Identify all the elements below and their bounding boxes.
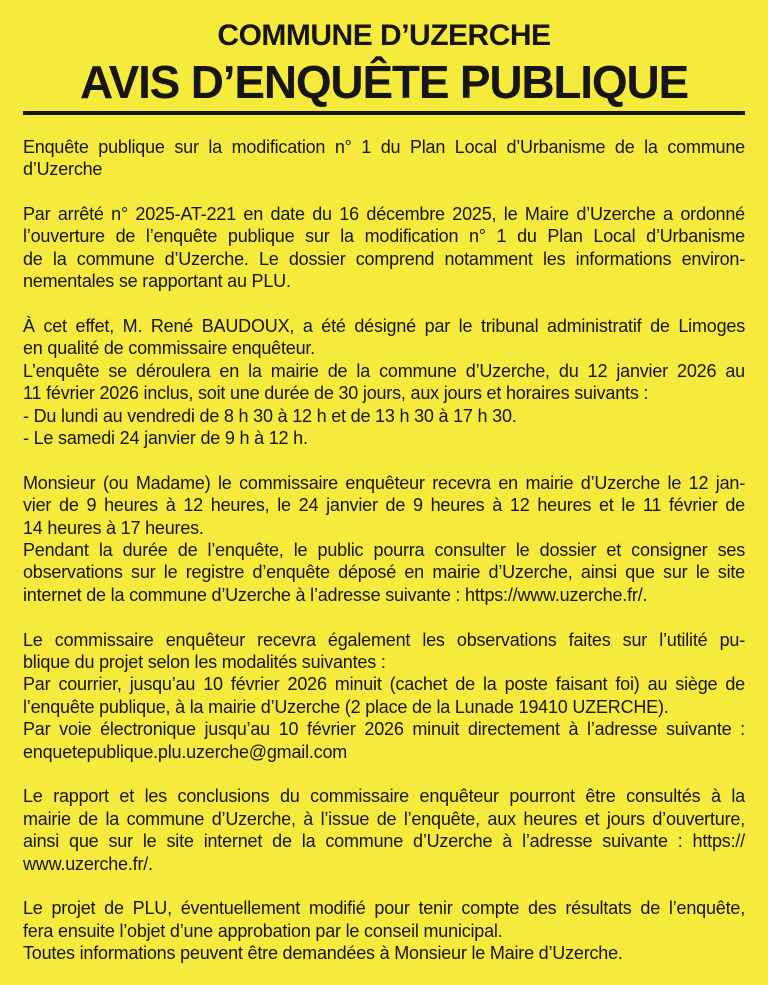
- text-line: Par courrier, jusqu’au 10 février 2026 minuit (cachet de la poste faisant foi) au siège de: [23, 674, 745, 695]
- text-line: Par arrêté n° 2025-AT-221 en date du 16 décembre 2025, le Maire d’Uzerche a ordonné: [23, 203, 745, 224]
- text-line: blique du projet selon les modalités suivantes :: [23, 651, 386, 672]
- text-line: À cet effet, M. René BAUDOUX, a été désigné par le tribunal administratif de Limoges: [23, 315, 745, 336]
- text-line: ainsi que sur le site internet de la commune d’Uzerche à l’adresse suivante : https://: [23, 831, 745, 852]
- text-line: observations sur le registre d’enquête déposé en mairie d’Uzerche, ainsi que sur le site: [23, 562, 745, 583]
- text-line: nementales se rapportant au PLU.: [23, 271, 291, 292]
- text-line: L’enquête se déroulera en la mairie de la commune d’Uzerche, du 12 janvier 2026 au: [23, 360, 745, 381]
- text-line: Le rapport et les conclusions du commissaire enquêteur pourront être consultés à la: [23, 786, 745, 807]
- paragraph-permanences: [23, 472, 745, 606]
- paragraph-commissaire: [23, 315, 745, 449]
- text-line: 11 février 2026 inclus, soit une durée de 30 jours, aux jours et horaires suivants :: [23, 383, 649, 404]
- notice-body: [23, 136, 745, 965]
- text-line: Monsieur (ou Madame) le commissaire enquêteur recevra en mairie d’Uzerche le 12 jan-: [23, 472, 745, 493]
- paragraph-approbation: [23, 897, 745, 964]
- text-line: Toutes informations peuvent être demandées à Monsieur le Maire d’Uzerche.: [23, 943, 623, 964]
- paragraph-rapport: [23, 785, 745, 875]
- text-line: mairie de la commune d’Uzerche, à l’issue de l’enquête, aux heures et jours d’ouverture,: [23, 808, 745, 829]
- text-line: 14 heures à 17 heures.: [23, 517, 204, 538]
- text-line: - Le samedi 24 janvier de 9 h à 12 h.: [23, 427, 308, 448]
- paragraph-arrete: [23, 203, 745, 293]
- text-line: Le projet de PLU, éventuellement modifié pour tenir compte des résultats de l’enquête,: [23, 898, 745, 919]
- text-line: fera ensuite l’objet d’une approbation par le conseil municipal.: [23, 920, 503, 941]
- paragraph-observations: [23, 629, 745, 763]
- text-line: - Du lundi au vendredi de 8 h 30 à 12 h et de 13 h 30 à 17 h 30.: [23, 405, 517, 426]
- text-line: de la commune d’Uzerche. Le dossier comprend notamment les informations environ-: [23, 248, 745, 269]
- commune-name: COMMUNE D’UZERCHE: [217, 19, 551, 52]
- text-line: internet de la commune d’Uzerche à l’adresse suivante : https://www.uzerche.fr/.: [23, 584, 648, 605]
- text-line: Enquête publique sur la modification n° 1 du Plan Local d’Urbanisme de la commune: [23, 136, 745, 157]
- text-line: Le commissaire enquêteur recevra également les observations faites sur l’utilité pu-: [23, 629, 745, 650]
- text-line: enquetepublique.plu.uzerche@gmail.com: [23, 741, 348, 762]
- text-line: Par voie électronique jusqu’au 10 février 2026 minuit directement à l’adresse suivante :: [23, 719, 745, 740]
- text-line: d’Uzerche: [23, 159, 103, 180]
- text-line: l’enquête publique, à la mairie d’Uzerche (2 place de la Lunade 19410 UZERCHE).: [23, 696, 669, 717]
- paragraph-objet: [23, 136, 745, 181]
- text-line: www.uzerche.fr/.: [23, 853, 153, 874]
- text-line: en qualité de commissaire enquêteur.: [23, 338, 315, 359]
- text-line: l’ouverture de l’enquête publique sur la modification n° 1 du Plan Local d’Urbanisme: [23, 226, 745, 247]
- text-line: Pendant la durée de l’enquête, le public pourra consulter le dossier et consigner ses: [23, 539, 745, 560]
- text-line: vier de 9 heures à 12 heures, le 24 janvier de 9 heures à 12 heures et le 11 février de: [23, 495, 745, 516]
- page-title: AVIS D’ENQUÊTE PUBLIQUE: [23, 58, 745, 115]
